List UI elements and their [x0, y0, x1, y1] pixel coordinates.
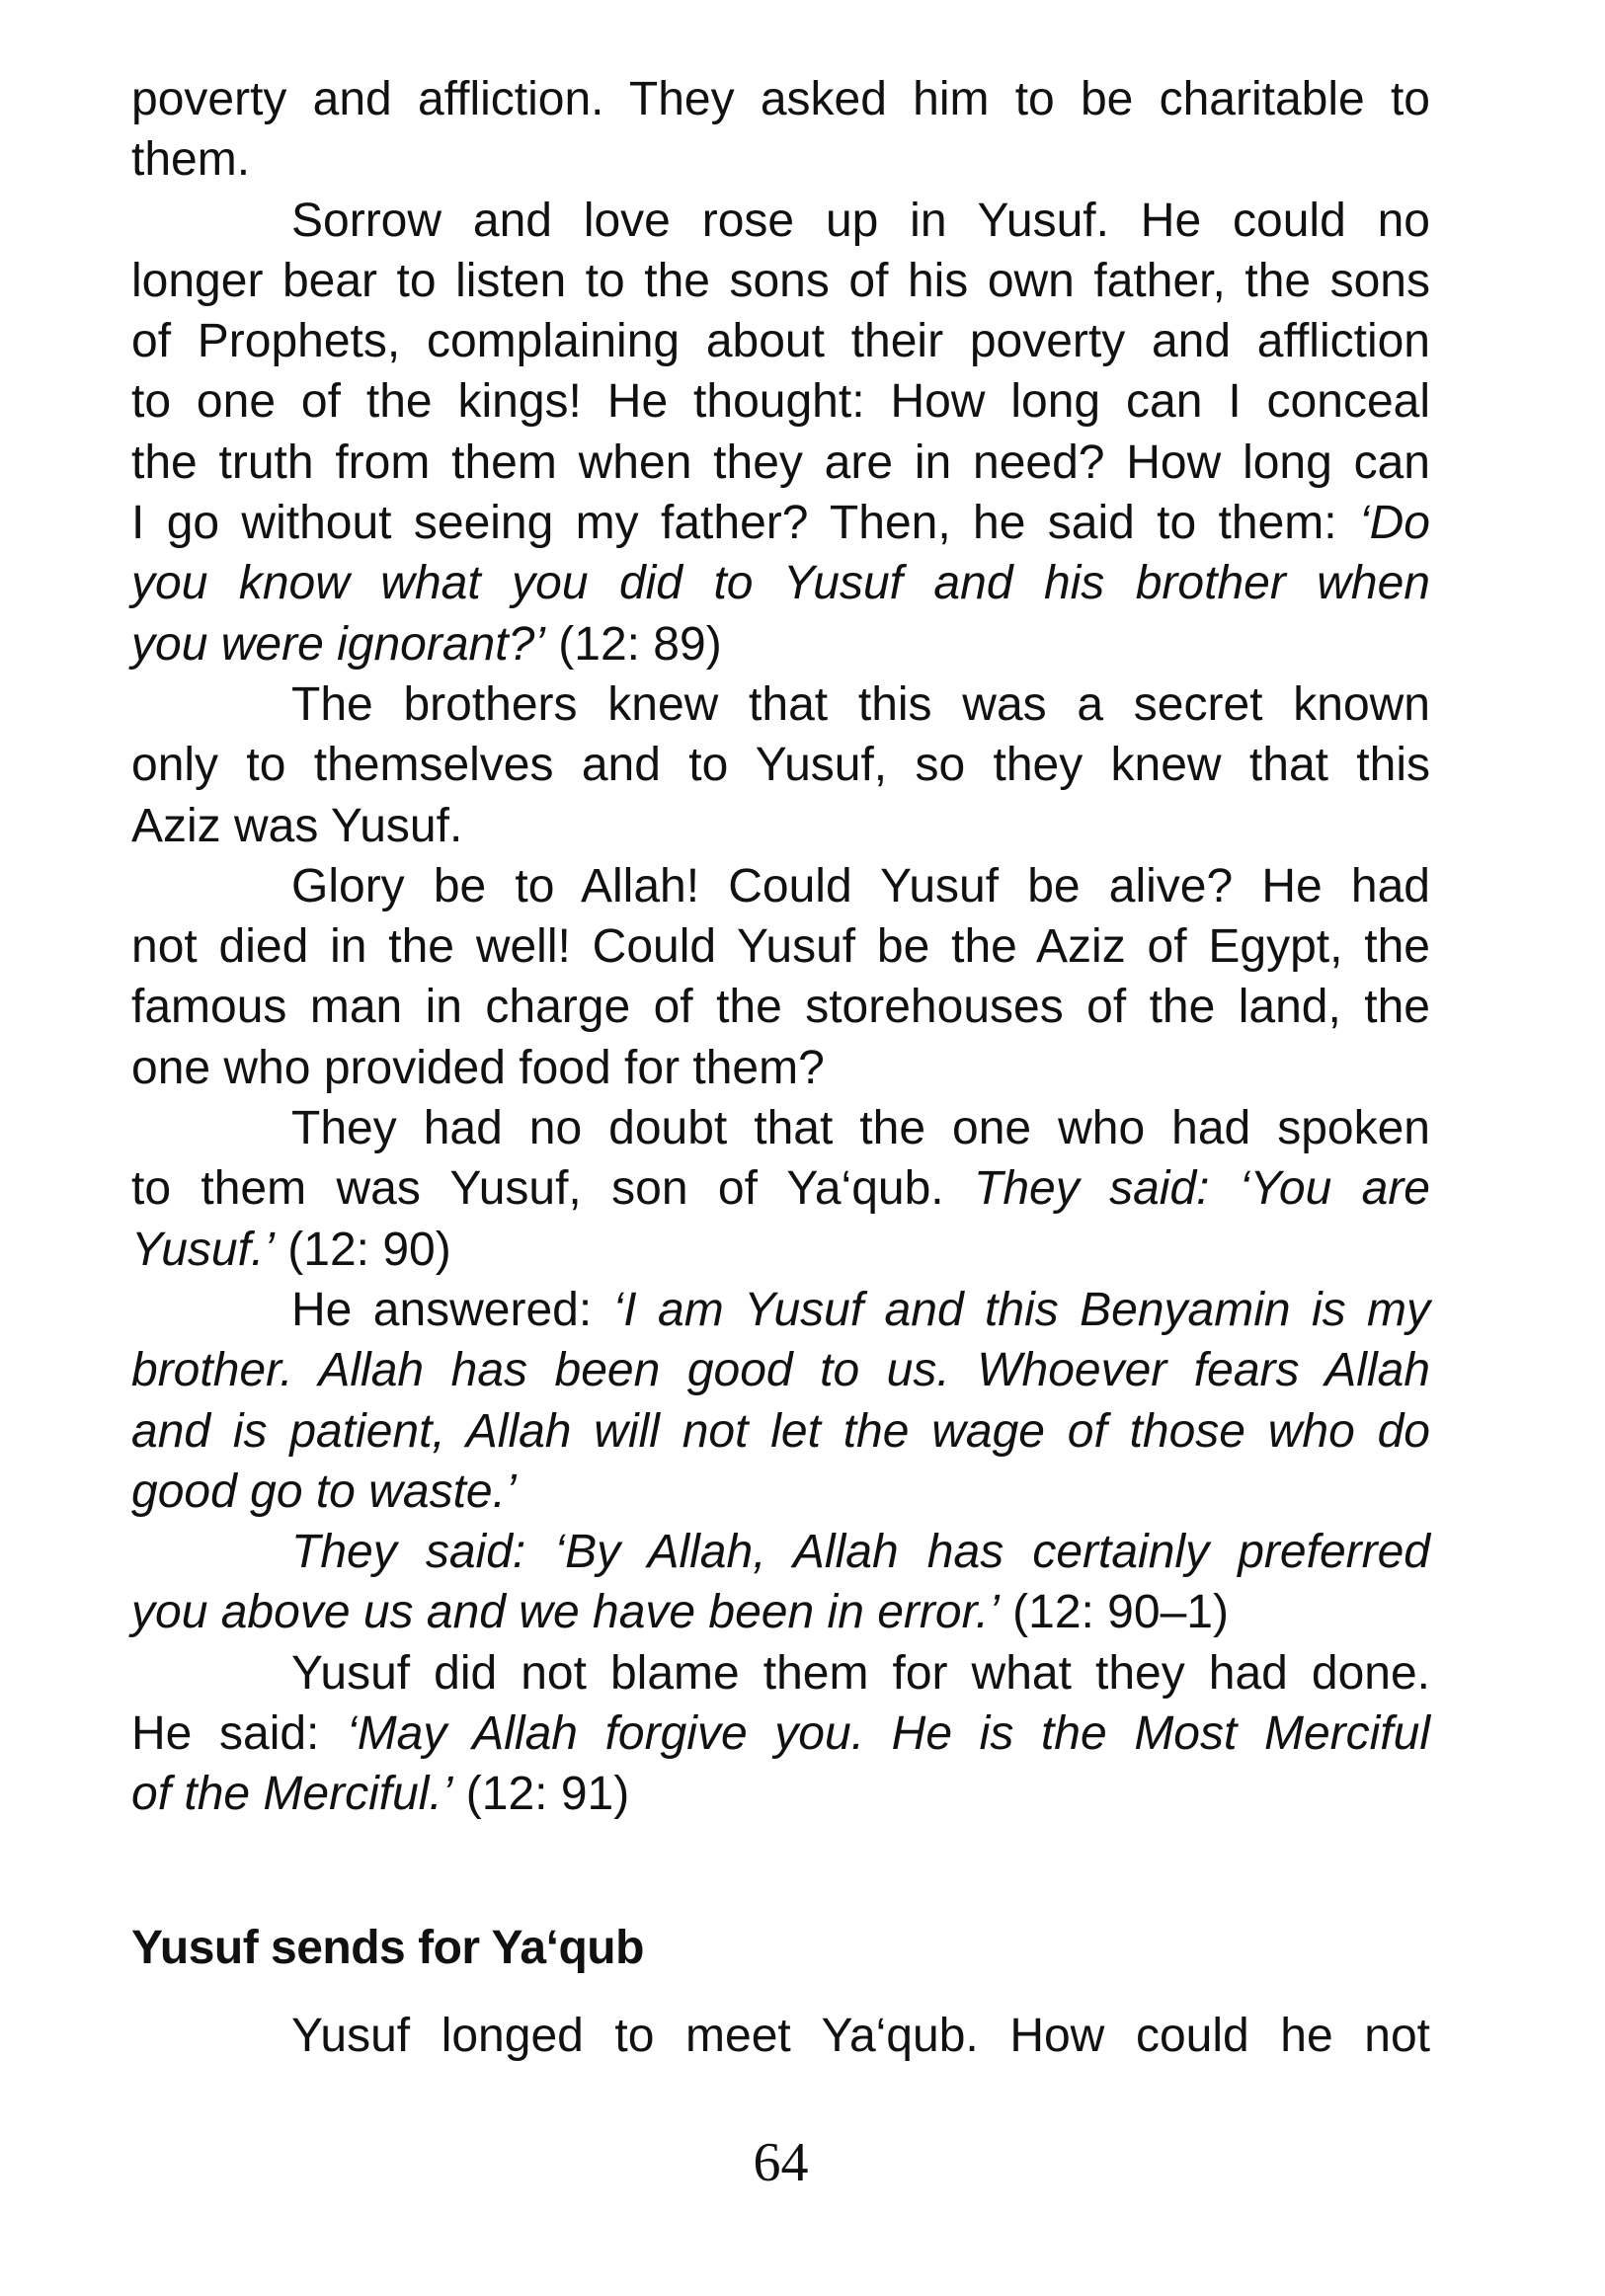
text-segment: Yusuf did not blame them for what they had done.: [291, 1646, 1430, 1700]
text-line: [131, 674, 1430, 735]
text-segment: The brothers knew that this was a secret known: [291, 677, 1430, 731]
text-line: [131, 1220, 1430, 1280]
text-line: [131, 1764, 1430, 1824]
text-line: [131, 2006, 1430, 2066]
text-line: [131, 1703, 1430, 1764]
quoted-text: They said: ‘By Allah, Allah has certainly preferred: [291, 1526, 1430, 1579]
text-segment: to them was Yusuf, son of Ya‘qub.: [131, 1162, 975, 1216]
page-number: 64: [753, 2132, 809, 2193]
text-segment: poverty and affliction. They asked him to be charitable to: [131, 73, 1430, 125]
text-segment: They had no doubt that the one who had spoken: [291, 1102, 1430, 1155]
text-segment: to one of the kings! He thought: How long can I conceal: [131, 375, 1430, 429]
text-line: [131, 735, 1430, 795]
text-segment: He answered:: [291, 1283, 613, 1336]
text-line: [131, 1280, 1430, 1340]
text-line: [131, 371, 1430, 432]
text-segment: only to themselves and to Yusuf, so they knew that this: [131, 739, 1430, 792]
quoted-text: and is patient, Allah will not let the wage of those who do: [131, 1404, 1430, 1458]
text-line: [131, 251, 1430, 311]
text-line: [131, 1522, 1430, 1582]
text-segment: of Prophets, complaining about their poverty and affliction: [131, 315, 1430, 368]
body-text: [131, 69, 1430, 2066]
quoted-text: you were ignorant?’: [131, 617, 545, 671]
text-segment: Sorrow and love rose up in Yusuf. He could no: [291, 194, 1430, 247]
text-segment: Aziz was Yusuf.: [131, 799, 463, 852]
quoted-text: you above us and we have been in error.’: [131, 1586, 1000, 1639]
text-line: [131, 191, 1430, 251]
text-segment: He said:: [131, 1707, 348, 1761]
text-line: [131, 796, 1430, 856]
text-line: [131, 1643, 1430, 1703]
text-line: [131, 1098, 1430, 1158]
text-line: [131, 1340, 1430, 1400]
text-line: [131, 1158, 1430, 1219]
text-segment: Glory be to Allah! Could Yusuf be alive? He had: [291, 859, 1430, 912]
text-line: [131, 1401, 1430, 1462]
text-line: [131, 311, 1430, 371]
verse-reference: (12: 90–1): [999, 1586, 1229, 1639]
quoted-text: ‘May Allah forgive you. He is the Most Merciful: [347, 1707, 1431, 1761]
quoted-text: you know what you did to Yusuf and his brother when: [131, 557, 1430, 610]
text-segment: Yusuf longed to meet Ya‘qub. How could he not: [291, 2010, 1430, 2063]
quoted-text: brother. Allah has been good to us. Whoever fears Allah: [131, 1344, 1430, 1397]
verse-reference: (12: 91): [452, 1768, 630, 1821]
text-line: [131, 129, 1430, 190]
quoted-text: ‘Do: [1358, 497, 1430, 550]
text-line: [131, 977, 1430, 1037]
quoted-text: of the Merciful.’: [131, 1768, 453, 1821]
text-line: [131, 1462, 1430, 1522]
text-segment: the truth from them when they are in need? How long can: [131, 435, 1430, 489]
verse-reference: (12: 89): [544, 617, 722, 671]
text-line: [131, 433, 1430, 493]
text-segment: longer bear to listen to the sons of his own father, the sons: [131, 254, 1430, 307]
section-heading: Yusuf sends for Ya‘qub: [131, 1922, 644, 1975]
text-line: [131, 614, 1430, 674]
quoted-text: ‘I am Yusuf and this Benyamin is my: [612, 1283, 1430, 1336]
text-line: [131, 1038, 1430, 1098]
text-line: [131, 553, 1430, 613]
quoted-text: Yusuf.’: [131, 1223, 275, 1276]
quoted-text: They said: ‘You are: [974, 1162, 1431, 1216]
text-line: [131, 856, 1430, 916]
text-segment: them.: [131, 133, 251, 187]
text-segment: one who provided food for them?: [131, 1041, 825, 1094]
text-segment: I go without seeing my father? Then, he said to them:: [131, 497, 1359, 550]
text-line: [131, 493, 1430, 553]
text-line: [131, 1582, 1430, 1642]
verse-reference: (12: 90): [274, 1223, 451, 1276]
text-segment: famous man in charge of the storehouses of the land, the: [131, 981, 1430, 1034]
text-line: [131, 69, 1430, 129]
text-line: [131, 916, 1430, 977]
quoted-text: good go to waste.’: [131, 1465, 517, 1518]
text-segment: not died in the well! Could Yusuf be the Aziz of Egypt, the: [131, 920, 1430, 974]
